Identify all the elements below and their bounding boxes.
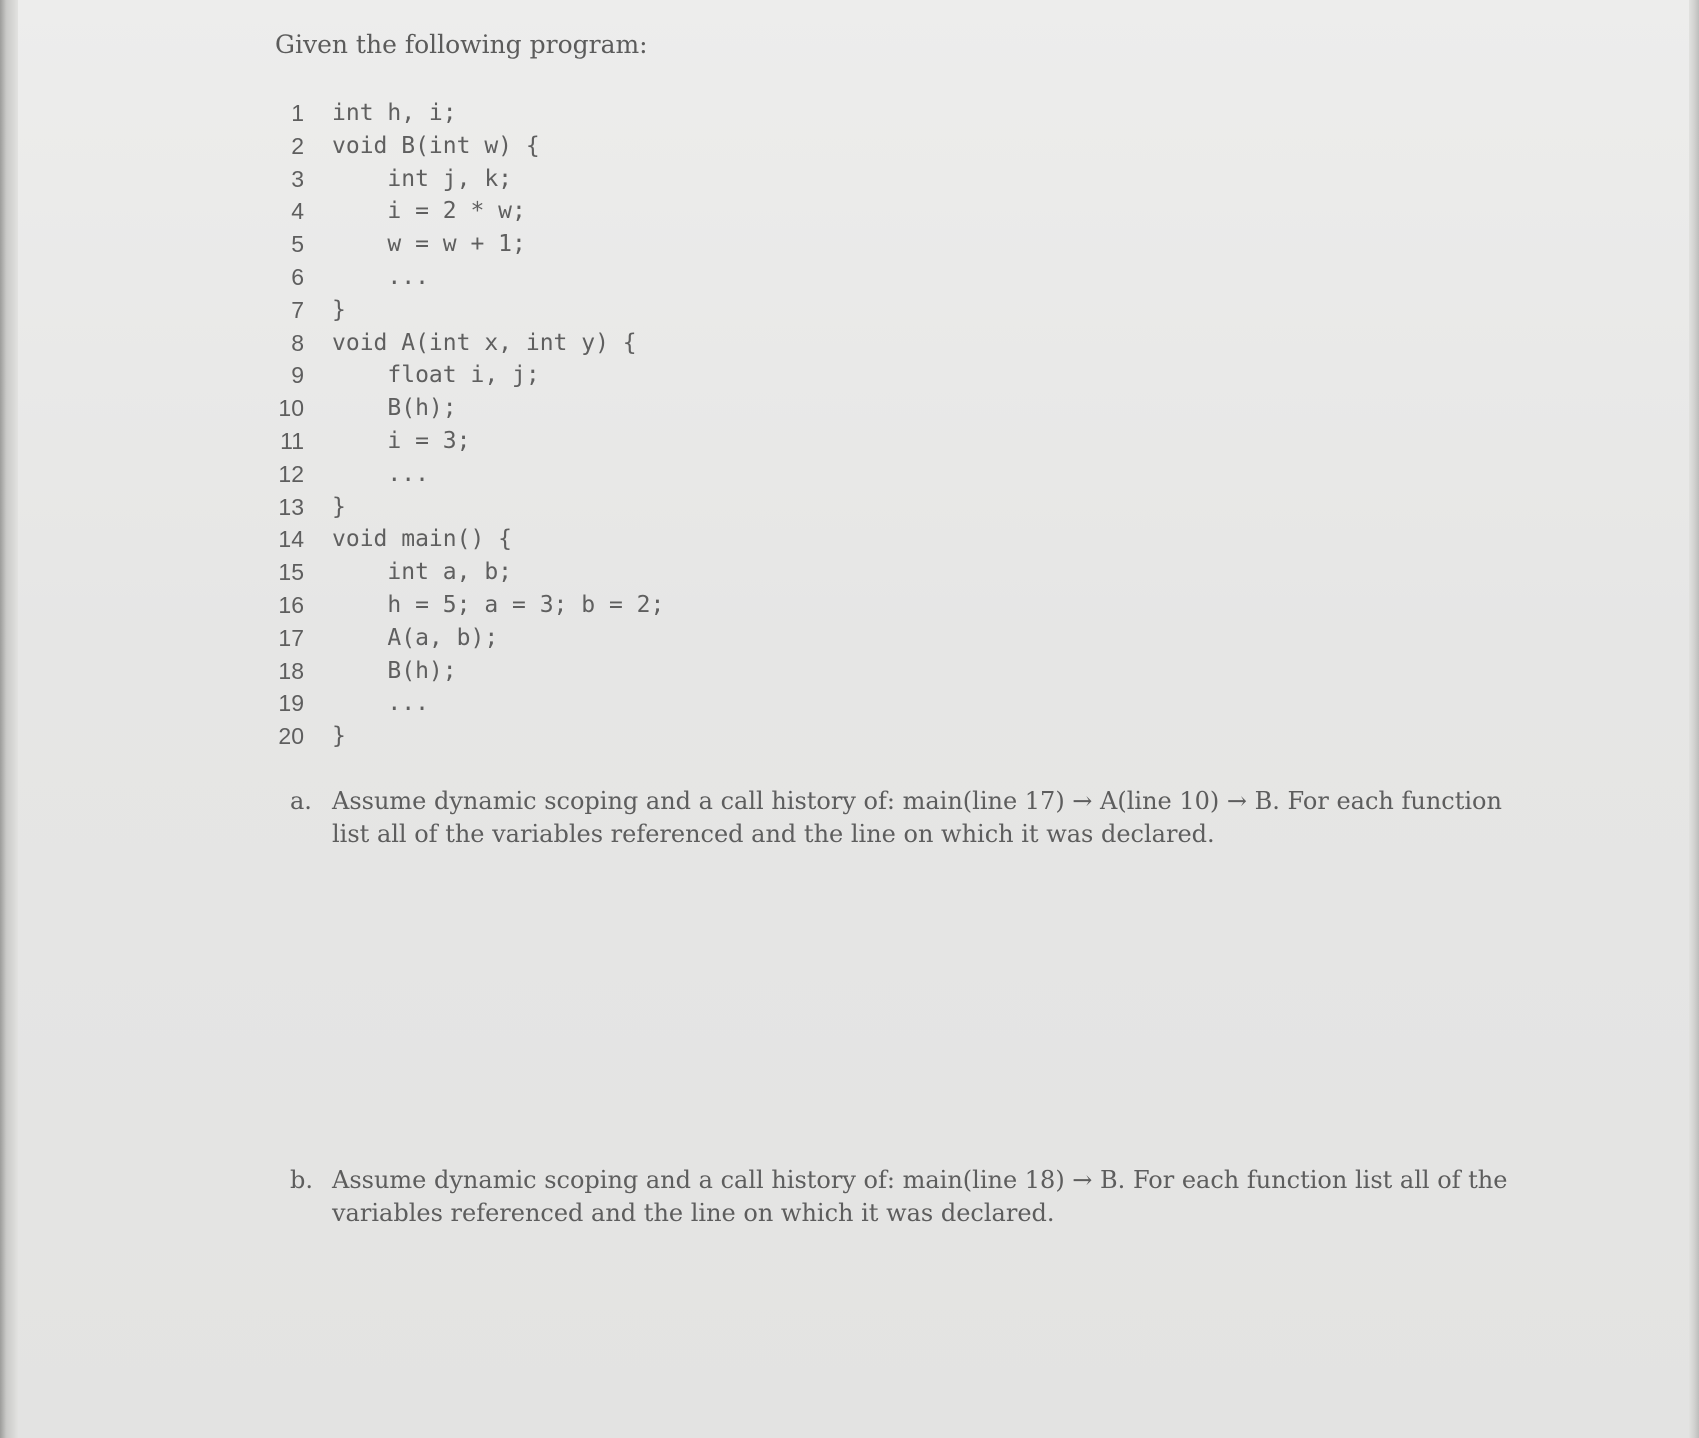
line-number: 3 (291, 165, 304, 192)
line-number: 20 (278, 723, 304, 750)
code-text: w = w + 1; (332, 231, 526, 258)
code-line (270, 294, 346, 327)
question-marker: a. (290, 787, 312, 815)
line-number: 11 (280, 427, 304, 454)
line-number: 5 (291, 231, 304, 258)
code-text: float i, j; (332, 362, 540, 389)
code-text: ... (332, 460, 429, 487)
code-line (270, 228, 526, 261)
code-line (270, 163, 513, 196)
code-line (270, 392, 457, 425)
code-line (270, 556, 513, 589)
line-number: 17 (278, 624, 304, 651)
question-b (290, 1164, 1520, 1230)
code-line (270, 359, 540, 392)
code-line (270, 491, 346, 524)
code-text: ... (332, 263, 429, 290)
code-text: void A(int x, int y) { (332, 329, 637, 356)
line-number: 19 (278, 690, 304, 717)
line-number: 8 (291, 329, 304, 356)
code-line (270, 261, 429, 294)
line-number: 1 (291, 100, 304, 126)
question-marker: b. (290, 1166, 313, 1194)
line-number: 12 (278, 460, 304, 487)
code-text: h = 5; a = 3; b = 2; (332, 591, 665, 618)
page-left-shadow (0, 0, 18, 1438)
code-text: A(a, b); (332, 624, 499, 651)
line-number: 4 (291, 198, 304, 225)
question-text: Assume dynamic scoping and a call history of: main(line 18) → B. For each function list all of the variables referenced and the line on which it was declared. (332, 1166, 1508, 1227)
code-line (270, 655, 457, 688)
line-number: 6 (291, 263, 304, 290)
code-line (270, 458, 429, 491)
code-text: int h, i; (332, 100, 457, 126)
code-text: int j, k; (332, 165, 513, 192)
code-line (270, 327, 637, 360)
code-text: void B(int w) { (332, 132, 540, 159)
code-line (270, 687, 429, 720)
code-text: B(h); (332, 657, 457, 684)
code-text: } (332, 296, 346, 323)
code-text: void main() { (332, 526, 513, 553)
code-text: i = 3; (332, 427, 471, 454)
line-number: 2 (291, 132, 304, 159)
code-line (270, 130, 540, 163)
question-a (290, 785, 1520, 851)
code-text: i = 2 * w; (332, 198, 526, 225)
code-line (270, 523, 513, 556)
code-line (270, 97, 457, 130)
page-title: Given the following program: (275, 30, 648, 59)
code-line (270, 589, 665, 622)
line-number: 7 (291, 296, 304, 323)
line-number: 13 (278, 493, 304, 520)
line-number: 10 (278, 395, 304, 422)
code-line (270, 195, 526, 228)
code-text: } (332, 723, 346, 750)
code-text: ... (332, 690, 429, 717)
code-line (270, 622, 499, 655)
line-number: 18 (278, 657, 304, 684)
line-number: 15 (278, 559, 304, 586)
question-text: Assume dynamic scoping and a call history of: main(line 17) → A(line 10) → B. For each function list all of the variables referenced and the line on which it was declared. (332, 787, 1502, 848)
code-text: } (332, 493, 346, 520)
code-line (270, 425, 471, 458)
code-line (270, 720, 346, 753)
line-number: 16 (278, 591, 304, 618)
code-listing (270, 97, 665, 753)
code-text: int a, b; (332, 559, 513, 586)
line-number: 14 (278, 526, 304, 553)
code-text: B(h); (332, 395, 457, 422)
page-right-edge (1689, 0, 1699, 1438)
line-number: 9 (291, 362, 304, 389)
